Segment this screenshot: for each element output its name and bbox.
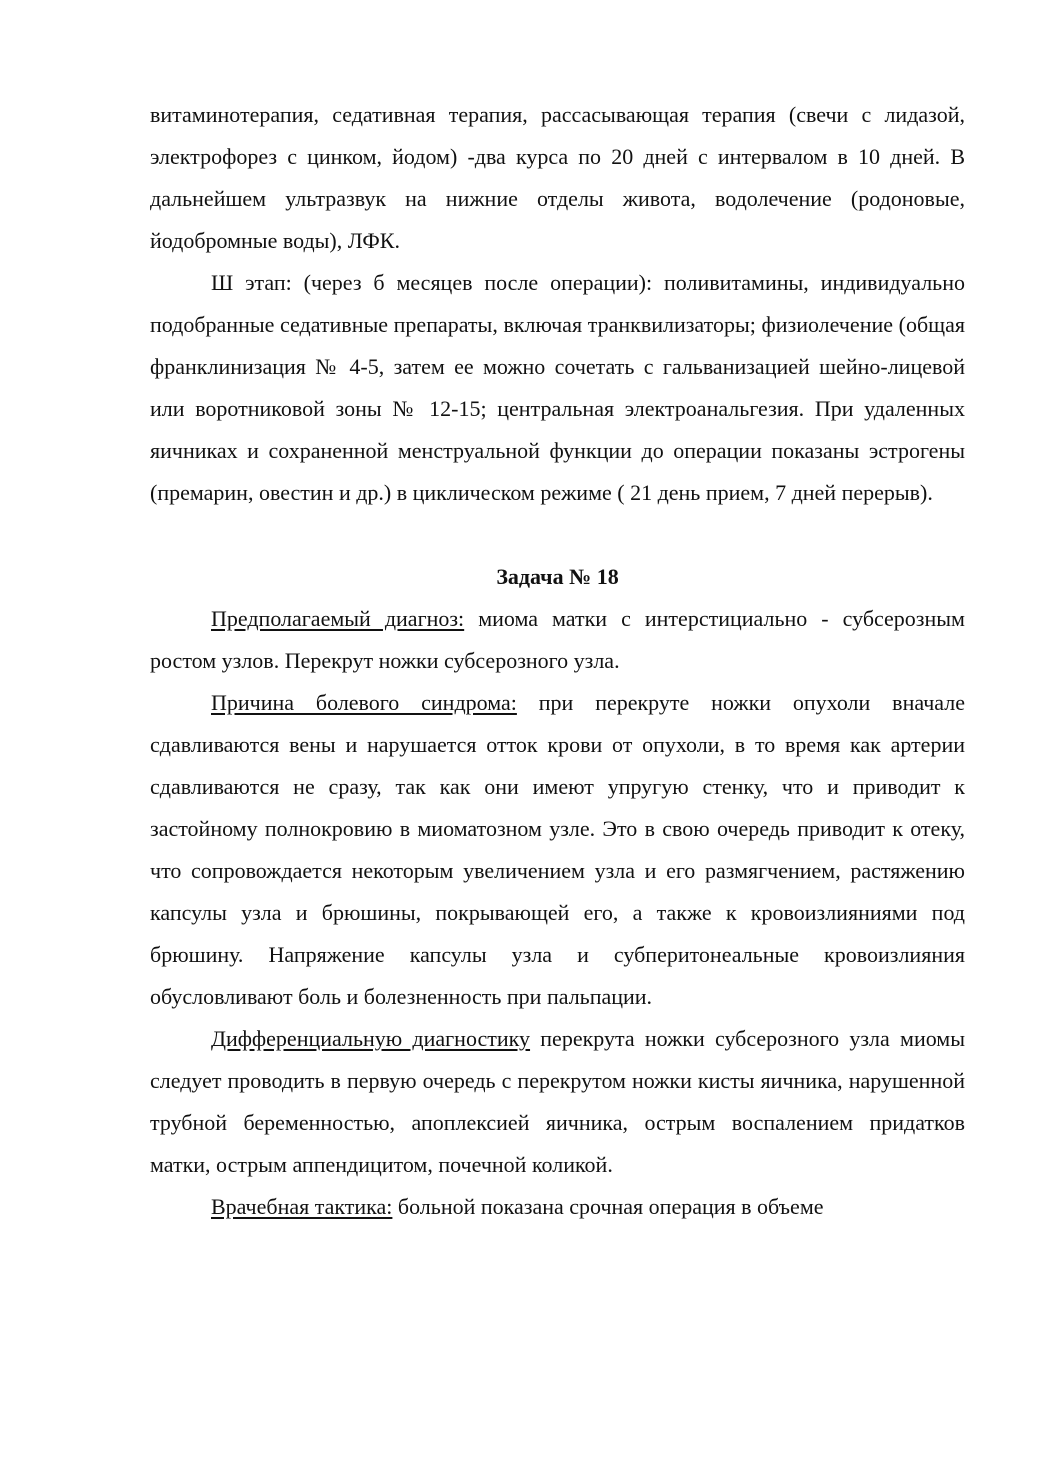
paragraph-pain-cause [150,682,965,1018]
tactics-text: больной показана срочная операция в объеме [392,1194,824,1219]
paragraph-tactics [150,1186,965,1228]
paragraph-stage-three: Ш этап: (через б месяцев после операции): поливитамины, индивидуально подобранные седативные препараты, включая транквилизаторы; физиолечение (общая франклинизация № 4-5, затем ее можно сочетать с гальванизацией шейно-лицевой или воротниковой зоны № 12-15; центральная электроанальгезия. При удаленных яичниках и сохраненной менструальной функции до операции показаны эстрогены (премарин, овестин и др.) в циклическом режиме ( 21 день прием, 7 дней перерыв). [150,270,965,505]
paragraph-therapy-continuation: витаминотерапия, седативная терапия, рассасывающая терапия (свечи с лидазой, электрофорез с цинком, йодом) -два курса по 20 дней с интервалом в 10 дней. В дальнейшем ультразвук на нижние отделы живота, водолечение (родоновые, йодобромные воды), ЛФК. [150,102,965,253]
differential-label: Дифференциальную диагностику [211,1026,531,1051]
pain-cause-label: Причина болевого синдрома: [211,690,517,715]
diagnosis-label: Предполагаемый диагноз: [211,606,465,631]
section-spacer [150,514,965,556]
task-heading: Задача № 18 [496,564,619,589]
tactics-label: Врачебная тактика: [211,1194,393,1219]
diagnosis-text: миома матки с интерстициально - субсерозным ростом узлов. Перекрут ножки субсерозного узла. [150,606,965,673]
paragraph-differential [150,1018,965,1186]
pain-cause-text: при перекруте ножки опухоли вначале сдавливаются вены и нарушается отток крови от опухоли, в то время как артерии сдавливаются не сразу, так как они имеют упругую стенку, что и приводит к застойному полнокровию в миоматозном узле. Это в свою очередь приводит к отеку, что сопровождается некоторым увеличением узла и его размягчением, растяжению капсулы узла и брюшины, покрывающей его, а также к кровоизлияниями под брюшину. Напряжение капсулы узла и субперитонеальные кровоизлияния обусловливают боль и болезненность при пальпации. [150,690,965,1009]
document-page [150,94,965,1228]
paragraph-diagnosis [150,598,965,682]
differential-text: перекрута ножки субсерозного узла миомы следует проводить в первую очередь с перекрутом ножки кисты яичника, нарушенной трубной беременностью, апоплексией яичника, острым воспалением придатков матки, острым аппендицитом, почечной коликой. [150,1026,966,1177]
